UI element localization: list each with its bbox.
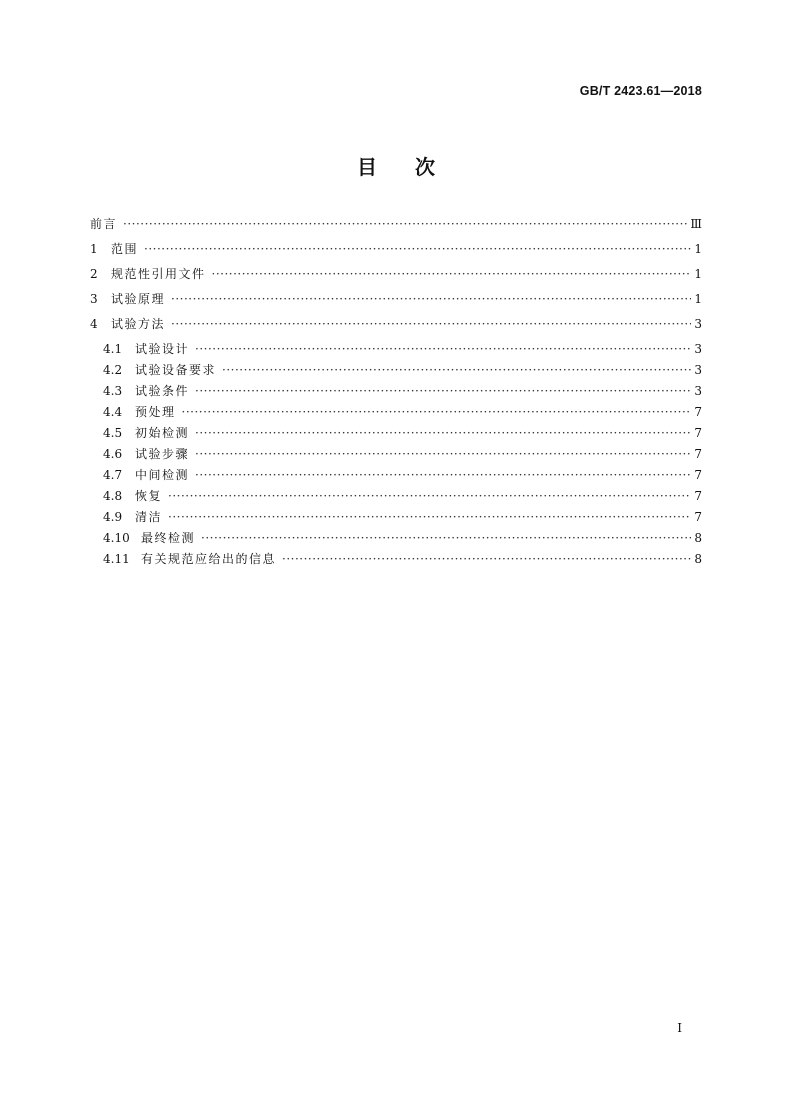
- toc-leader-dots: [195, 384, 691, 398]
- toc-page-number: 3: [694, 363, 702, 377]
- toc-label: 试验设备要求: [135, 363, 217, 377]
- toc-label: 中间检测: [135, 468, 190, 482]
- toc-label: 试验原理: [111, 292, 166, 306]
- toc-leader-dots: [168, 489, 691, 503]
- toc-section-number: 4.5: [103, 426, 123, 440]
- page-title: [0, 151, 792, 180]
- toc-entry-1[interactable]: [90, 242, 702, 267]
- toc-page-number: 1: [694, 267, 702, 281]
- toc-label: 恢复: [135, 489, 163, 503]
- toc-leader-dots: [123, 217, 687, 231]
- toc-section-number: 4: [90, 317, 98, 331]
- toc-leader-dots: [171, 317, 691, 331]
- toc-label: 试验方法: [111, 317, 166, 331]
- toc-entry-4[interactable]: [90, 317, 702, 342]
- toc-label: 试验条件: [135, 384, 190, 398]
- toc-page-number: 3: [694, 342, 702, 356]
- toc-entry-4-4[interactable]: [90, 405, 702, 426]
- toc-page-number: 1: [694, 292, 702, 306]
- toc-label: 试验步骤: [135, 447, 190, 461]
- toc-section-number: 4.2: [103, 363, 123, 377]
- toc-entry-foreword[interactable]: [90, 217, 702, 242]
- toc-label: 预处理: [135, 405, 176, 419]
- toc-leader-dots: [222, 363, 691, 377]
- toc-leader-dots: [195, 426, 691, 440]
- toc-entry-4-9[interactable]: [90, 510, 702, 531]
- toc-entry-4-6[interactable]: [90, 447, 702, 468]
- toc-entry-4-10[interactable]: [90, 531, 702, 552]
- toc-leader-dots: [212, 267, 691, 281]
- toc-label: 试验设计: [135, 342, 190, 356]
- toc-label: 最终检测: [141, 531, 196, 545]
- toc-label: 前言: [90, 217, 118, 231]
- toc-leader-dots: [195, 342, 691, 356]
- toc-leader-dots: [171, 292, 691, 306]
- toc-section-number: 2: [90, 267, 98, 281]
- toc-section-number: 4.6: [103, 447, 123, 461]
- toc-page-number: 8: [694, 552, 702, 566]
- toc-page-number: 1: [694, 242, 702, 256]
- toc-entry-4-8[interactable]: [90, 489, 702, 510]
- toc-entry-3[interactable]: [90, 292, 702, 317]
- toc-entry-2[interactable]: [90, 267, 702, 292]
- toc-section-number: 4.7: [103, 468, 123, 482]
- toc-entry-4-3[interactable]: [90, 384, 702, 405]
- toc-page-number: 8: [694, 531, 702, 545]
- toc-entry-4-1[interactable]: [90, 342, 702, 363]
- toc-section-number: 3: [90, 292, 98, 306]
- toc-label: 范围: [111, 242, 139, 256]
- table-of-contents: [90, 217, 702, 573]
- toc-section-number: 4.3: [103, 384, 123, 398]
- toc-leader-dots: [182, 405, 691, 419]
- toc-page-number: 7: [694, 405, 702, 419]
- title-char-2: 次: [415, 155, 435, 179]
- title-char-1: 目: [357, 155, 377, 179]
- toc-leader-dots: [195, 447, 691, 461]
- toc-entry-4-7[interactable]: [90, 468, 702, 489]
- toc-page-number: 3: [694, 317, 702, 331]
- toc-leader-dots: [168, 510, 691, 524]
- toc-page-number: 3: [694, 384, 702, 398]
- toc-section-number: 4.9: [103, 510, 123, 524]
- toc-page-number: 7: [694, 510, 702, 524]
- toc-section-number: 4.1: [103, 342, 123, 356]
- toc-section-number: 4.10: [103, 531, 130, 545]
- toc-page-number: 7: [694, 489, 702, 503]
- toc-entry-4-11[interactable]: [90, 552, 702, 573]
- toc-leader-dots: [195, 468, 691, 482]
- toc-label: 规范性引用文件: [111, 267, 206, 281]
- toc-section-number: 4.11: [103, 552, 130, 566]
- page-number: I: [677, 1021, 682, 1035]
- toc-leader-dots: [144, 242, 691, 256]
- toc-label: 有关规范应给出的信息: [141, 552, 277, 566]
- toc-section-number: 4.4: [103, 405, 123, 419]
- toc-leader-dots: [201, 531, 691, 545]
- toc-page-number: 7: [694, 426, 702, 440]
- toc-leader-dots: [282, 552, 691, 566]
- toc-page-number: 7: [694, 468, 702, 482]
- toc-label: 清洁: [135, 510, 163, 524]
- toc-page-number: 7: [694, 447, 702, 461]
- standard-code: GB/T 2423.61—2018: [579, 84, 702, 98]
- toc-section-number: 1: [90, 242, 98, 256]
- toc-section-number: 4.8: [103, 489, 123, 503]
- toc-label: 初始检测: [135, 426, 190, 440]
- toc-entry-4-5[interactable]: [90, 426, 702, 447]
- toc-page-number: Ⅲ: [690, 217, 702, 231]
- toc-entry-4-2[interactable]: [90, 363, 702, 384]
